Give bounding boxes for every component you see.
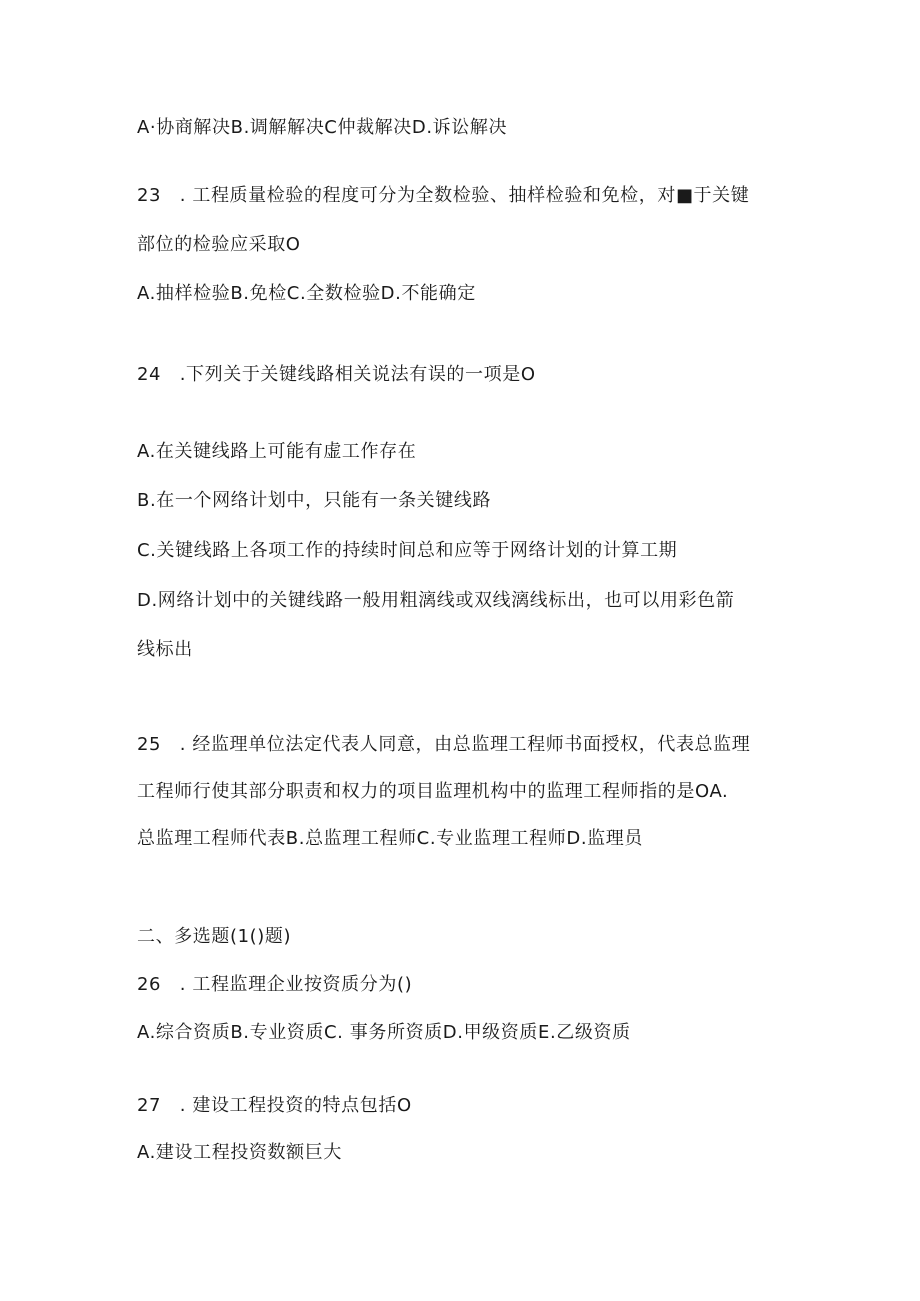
- q24-stem: 24 .下列关于关键线路相关说法有误的一项是O: [137, 364, 536, 385]
- q27-stem: 27 . 建设工程投资的特点包括O: [137, 1095, 412, 1116]
- q25-line3: 总监理工程师代表B.总监理工程师C.专业监理工程师D.监理员: [137, 828, 643, 849]
- q24-option-b: B.在一个网络计划中，只能有一条关键线路: [137, 490, 492, 511]
- q23-stem-line1: 23 . 工程质量检验的程度可分为全数检验、抽样检验和免检，对■于关键: [137, 185, 750, 206]
- q24-option-d-line2: 线标出: [137, 639, 193, 660]
- q24-option-d-line1: D.网络计划中的关键线路一般用粗漓线或双线漓线标出，也可以用彩色箭: [137, 590, 735, 611]
- q23-stem-line2: 部位的检验应采取O: [137, 234, 301, 255]
- q25-line1: 25 . 经监理单位法定代表人同意，由总监理工程师书面授权，代表总监理: [137, 734, 751, 755]
- q24-option-c: C.关键线路上各项工作的持续时间总和应等于网络计划的计算工期: [137, 540, 678, 561]
- q27-option-a: A.建设工程投资数额巨大: [137, 1142, 342, 1163]
- q26-options: A.综合资质B.专业资质C. 事务所资质D.甲级资质E.乙级资质: [137, 1022, 631, 1043]
- q23-options: A.抽样检验B.免检C.全数检验D.不能确定: [137, 283, 476, 304]
- q22-options: A·协商解决B.调解解决C仲裁解决D.诉讼解决: [137, 117, 508, 138]
- q25-line2: 工程师行使其部分职责和权力的项目监理机构中的监理工程师指的是OA.: [137, 781, 729, 802]
- section-heading: 二、多选题(1()题): [137, 926, 292, 947]
- q24-option-a: A.在关键线路上可能有虚工作存在: [137, 441, 417, 462]
- q26-stem: 26 . 工程监理企业按资质分为(): [137, 974, 413, 995]
